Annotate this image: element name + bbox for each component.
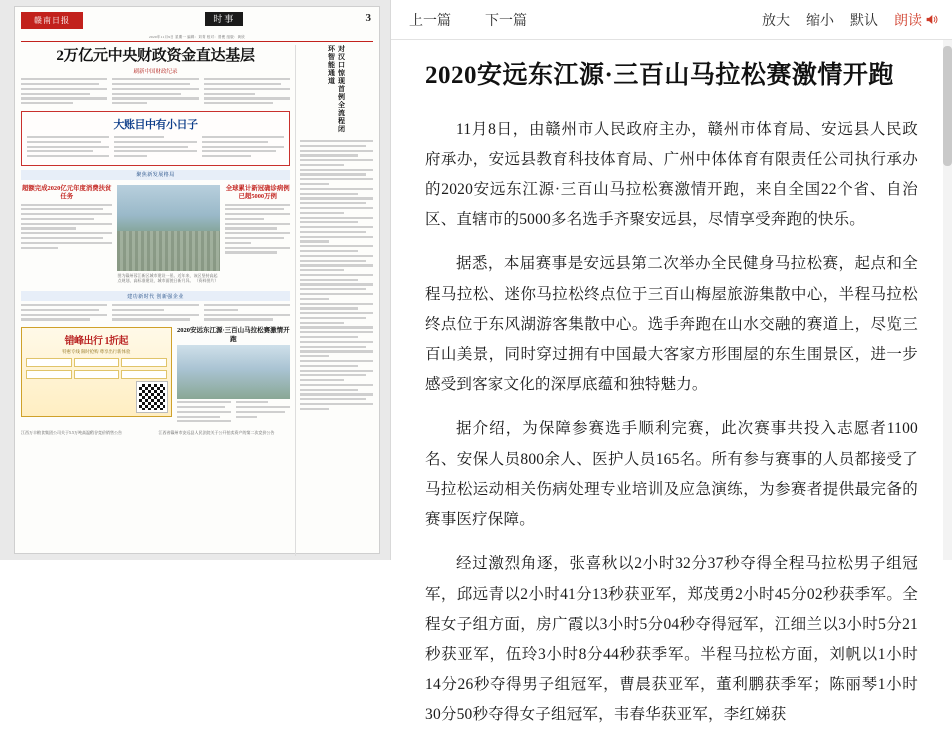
newspaper-subhead: 刷新中国财政纪录 <box>133 69 178 76</box>
newspaper-notices-row <box>21 427 290 436</box>
default-zoom-button[interactable]: 默认 <box>850 11 878 28</box>
article-scrollbar-thumb[interactable] <box>943 46 952 166</box>
newspaper-dateline: 2020年11月9日 星期一 编辑：刘青 校对：曾俊 组版：黄欣 <box>149 35 245 39</box>
newspaper-side-title: 对汉口惊现首例全流程闭环智能通道 <box>327 45 346 133</box>
newspaper-ad-cell <box>74 358 120 367</box>
newspaper-boxed-text <box>27 136 284 160</box>
newspaper-main-column <box>21 45 290 556</box>
newspaper-photo-caption: 图为赣州蓉江新区城市建设一景。近年来，该区坚持高起点规划、高标准建设，城市面貌日新月异。 （资料图片） <box>117 272 219 284</box>
toolbar-view-group <box>762 10 938 30</box>
newspaper-bottom-article-title: 2020安远东江源·三百山马拉松赛激情开跑 <box>176 327 290 344</box>
prev-article-button[interactable]: 上一篇 <box>409 11 451 28</box>
newspaper-lower-text <box>21 304 290 323</box>
newspaper-ad-row <box>21 323 290 423</box>
article-paragraph: 经过激烈角逐，张喜秋以2小时32分37秒夺得全程马拉松男子组冠军，邱远青以2小时41分13秒获亚军，郑茂勇2小时45分02秒获季军。全程女子组方面，房广霞以3小时5分04秒夺得冠军，江细兰以3小时5分21秒获亚军，伍玲3小时8分44秒获季军。半程马拉松方面，刘帆以1小时14分26秒夺得男子组冠军，曹晨获亚军，董利鹏获季军；陈丽琴1小时30分50秒夺得女子组冠军，韦春华获亚军，李红娣获 <box>425 555 918 724</box>
newspaper-advertisement[interactable] <box>21 327 172 417</box>
newspaper-bottom-article[interactable] <box>177 323 290 423</box>
read-aloud-button[interactable] <box>894 10 938 30</box>
newspaper-notice-left: 江西万丰粮食集团公司关于5.5万吨高温稻谷竞价销售公告 <box>21 429 122 435</box>
newspaper-qr-code <box>137 382 167 412</box>
newspaper-ad-grid <box>26 370 167 379</box>
newspaper-headline: 2万亿元中央财政资金直达基层 <box>56 48 255 64</box>
zoom-out-button[interactable]: 缩小 <box>806 11 834 28</box>
newspaper-ad-cell <box>121 358 167 367</box>
newspaper-logo: 赣南日报 <box>21 12 83 29</box>
zoom-in-button[interactable]: 放大 <box>762 11 790 28</box>
newspaper-page-pane[interactable] <box>0 0 390 560</box>
newspaper-body <box>15 42 379 562</box>
newspaper-ad-subtitle: 特惠专线 限时抢购 尊享出行新体验 <box>62 349 131 355</box>
newspaper-mid-right <box>225 183 290 287</box>
newspaper-mid-title-1: 超额完成2020亿元年度消费扶贫任务 <box>21 184 112 201</box>
article-paragraph: 据悉，本届赛事是安远县第二次举办全民健身马拉松赛，起点和全程马拉松、迷你马拉松终点位于三百山梅屋旅游集散中心，半程马拉松终点位于东风湖游客集散中心。选手奔跑在山水交融的赛道上，尽览三百山美景，同时穿过拥有中国最大客家方形围屋的东生围景区，进一步感受到客家文化的深厚底蕴和独特魅力。 <box>425 255 918 394</box>
newspaper-lead-text <box>21 78 290 107</box>
newspaper-mid-row <box>21 183 290 287</box>
newspaper-mid-title-2: 全球累计新冠确诊病例已超5000万例 <box>225 184 290 201</box>
newspaper-ad-grid <box>26 358 167 367</box>
newspaper-ad-title: 错峰出行 1折起 <box>64 336 129 348</box>
newspaper-boxed-article <box>21 111 290 166</box>
newspaper-notice-right: 江西省赣州市安远县人民法院关于公开拍卖资产的第二次竞价公告 <box>158 429 275 435</box>
newspaper-bottom-article-text <box>177 401 290 423</box>
newspaper-side-column <box>295 45 373 556</box>
next-article-button[interactable]: 下一篇 <box>485 11 527 28</box>
article-paragraph: 据介绍，为保障参赛选手顺利完赛，此次赛事共投入志愿者1100名、安保人员800余人、医护人员165名。所有参与赛事的人员都接受了马拉松运动相关伤病处理专业培训及应急演练，为参赛者提供最完备的赛事医疗保障。 <box>425 420 918 529</box>
article-title: 2020安远东江源·三百山马拉松赛激情开跑 <box>425 62 894 89</box>
newspaper-section-badge: 时事 <box>205 12 243 26</box>
newspaper-page-number: 3 <box>365 12 371 24</box>
newspaper-ad-cell <box>26 370 72 379</box>
newspaper-masthead <box>15 7 379 33</box>
newspaper-section-bar-2: 建功新时代 创新强企业 <box>21 291 290 301</box>
speaker-icon <box>925 13 938 26</box>
newspaper-ad-cell <box>121 370 167 379</box>
article-pane <box>390 0 952 724</box>
article-toolbar <box>391 0 952 40</box>
read-aloud-label: 朗读 <box>894 11 922 28</box>
newspaper-boxed-title: 大账目中有小日子 <box>113 118 198 131</box>
newspaper-ad-cell <box>74 370 120 379</box>
article-content[interactable] <box>391 40 952 745</box>
newspaper-photo-block <box>117 183 220 287</box>
toolbar-nav-group <box>409 10 527 30</box>
newspaper-ad-cell <box>26 358 72 367</box>
newspaper-mid-left <box>21 183 112 287</box>
newspaper-photo-marathon <box>177 345 290 399</box>
article-paragraph: 11月8日，由赣州市人民政府主办，赣州市体育局、安远县人民政府承办，安远县教育科技体育局、广州中体体育有限责任公司执行承办的2020安远东江源·三百山马拉松赛激情开跑，来自全国22个省、自治区、直辖市的5000多名选手齐聚安远县，尽情享受奔跑的快乐。 <box>425 120 918 229</box>
newspaper-page-image[interactable] <box>14 6 380 554</box>
newspaper-section-bar-1: 聚焦新发展格局 <box>21 170 290 180</box>
newspaper-photo-city <box>117 185 220 271</box>
